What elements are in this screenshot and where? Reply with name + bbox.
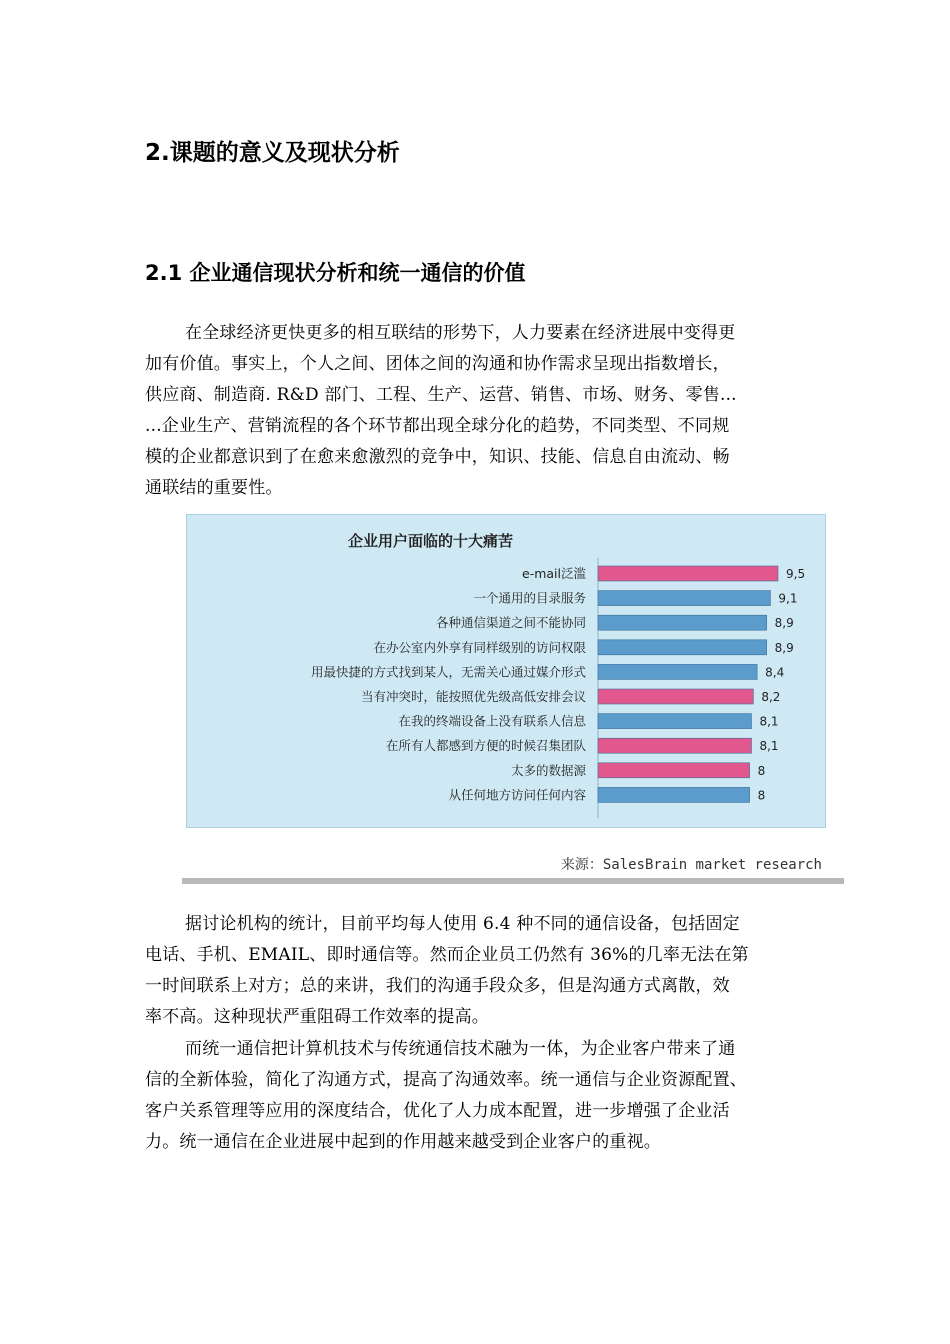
chart-bar <box>598 763 750 778</box>
chart-bar <box>598 640 767 655</box>
chart-category-label: e-mail泛滥 <box>522 566 586 581</box>
chart-bar <box>598 738 751 753</box>
chart-value-label: 8,1 <box>759 739 779 754</box>
text-line: 电话、手机、EMAIL、即时通信等。然而企业员工仍然有 36%的几率无法在第 <box>145 945 749 965</box>
chart-value-label: 8,9 <box>774 640 794 655</box>
chart-category-label: 太多的数据源 <box>510 762 586 778</box>
chart-category-label: 用最快捷的方式找到某人，无需关心通过媒介形式 <box>310 664 586 680</box>
text-line: 率不高。这种现状严重阻碍工作效率的提高。 <box>145 1007 489 1027</box>
chart-category-label: 在我的终端设备上没有联系人信息 <box>398 713 586 729</box>
text-line: 通联结的重要性。 <box>145 478 283 498</box>
paragraph-1 <box>145 318 815 504</box>
section-heading: 2.课题的意义及现状分析 <box>145 140 400 166</box>
text-line: 客户关系管理等应用的深度结合，优化了人力成本配置，进一步增强了企业活 <box>145 1101 730 1121</box>
chart-category-label: 在所有人都感到方便的时候召集团队 <box>385 738 586 754</box>
text-line: 一时间联系上对方；总的来讲，我们的沟通手段众多，但是沟通方式离散，效 <box>145 976 730 996</box>
paragraph-2 <box>145 909 815 1033</box>
text-line: 在全球经济更快更多的相互联结的形势下，人力要素在经济进展中变得更 <box>185 323 736 343</box>
text-line: 加有价值。事实上，个人之间、团体之间的沟通和协作需求呈现出指数增长， <box>145 354 730 374</box>
chart-category-label: 当有冲突时，能按照优先级高低安排会议 <box>360 689 586 704</box>
text-line: 据讨论机构的统计，目前平均每人使用 6.4 种不同的通信设备，包括固定 <box>185 914 740 934</box>
subsection-heading: 2.1 企业通信现状分析和统一通信的价值 <box>145 261 526 285</box>
text-line: 力。统一通信在企业进展中起到的作用越来越受到企业客户的重视。 <box>145 1132 661 1152</box>
figure-bottom-border <box>182 878 844 884</box>
chart-title: 企业用户面临的十大痛苦 <box>348 532 514 550</box>
chart-value-label: 9,1 <box>778 591 798 606</box>
text-line: 而统一通信把计算机技术与传统通信技术融为一体，为企业客户带来了通 <box>185 1039 736 1059</box>
bar-chart <box>182 508 844 848</box>
chart-category-label: 一个通用的目录服务 <box>473 590 586 606</box>
paragraph-3 <box>145 1034 815 1158</box>
text-line: 信的全新体验，简化了沟通方式，提高了沟通效率。统一通信与企业资源配置、 <box>145 1070 747 1090</box>
chart-bar <box>598 689 753 704</box>
chart-value-label: 8 <box>757 763 766 778</box>
text-line: 模的企业都意识到了在愈来愈激烈的竞争中，知识、技能、信息自由流动、畅 <box>145 447 730 467</box>
chart-category-label: 在办公室内外享有同样级别的访问权限 <box>373 639 586 655</box>
chart-value-label: 8,1 <box>759 714 779 729</box>
chart-category-label: 从任何地方访问任何内容 <box>448 787 586 803</box>
chart-value-label: 8 <box>757 788 766 803</box>
chart-bar <box>598 714 751 729</box>
chart-bar <box>598 615 767 630</box>
chart-value-label: 8,4 <box>765 665 785 680</box>
chart-figure <box>182 508 844 884</box>
figure-source: 来源：SalesBrain market research <box>560 857 822 873</box>
chart-bar <box>598 664 757 679</box>
chart-value-label: 8,9 <box>774 616 794 631</box>
chart-bar <box>598 566 778 581</box>
chart-value-label: 8,2 <box>761 690 781 704</box>
chart-category-label: 各种通信渠道之间不能协同 <box>435 615 586 631</box>
text-line: ...企业生产、营销流程的各个环节都出现全球分化的趋势，不同类型、不同规 <box>145 416 730 436</box>
chart-value-label: 9,5 <box>786 567 806 581</box>
chart-bar <box>598 591 770 606</box>
chart-bar <box>598 787 750 802</box>
text-line: 供应商、制造商. R&D 部门、工程、生产、运营、销售、市场、财务、零售... <box>145 385 737 405</box>
